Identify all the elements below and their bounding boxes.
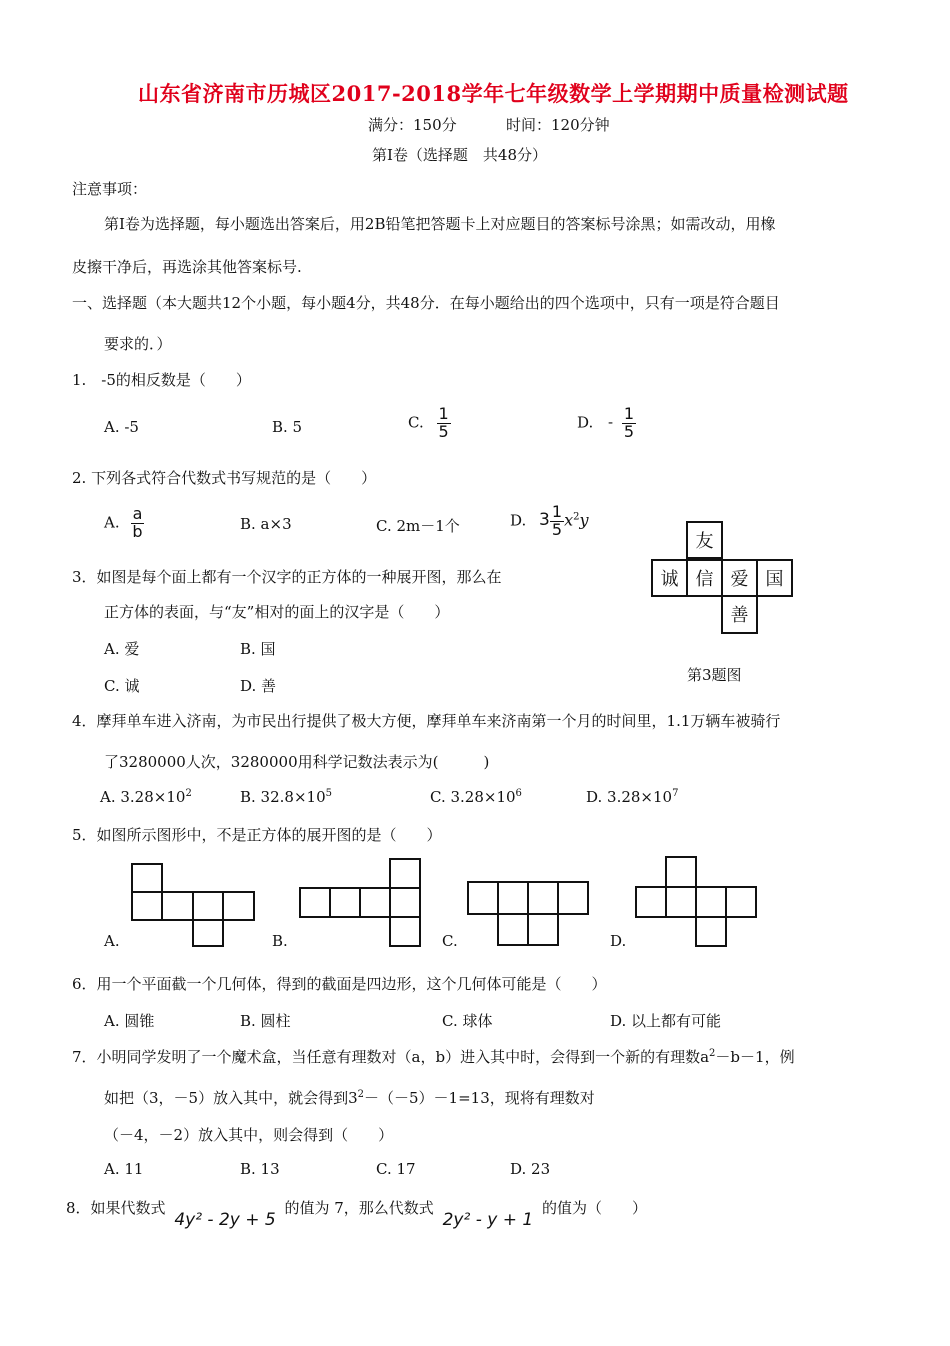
q5-net-figure-d — [634, 855, 759, 949]
q7-stem-line3: （－4，－2）放入其中，则会得到（ ） — [104, 1126, 394, 1144]
q4-b-exponent: 5 — [325, 788, 332, 799]
q1-option-a: A. -5 — [104, 418, 139, 436]
q5-option-b: B. — [272, 932, 288, 950]
notice-text-line2: 皮擦干净后，再选涂其他答案标号. — [72, 258, 302, 276]
q5-net-figure-c — [466, 880, 591, 948]
q5-net-figure-a — [130, 862, 260, 948]
q2-a-denominator: b — [132, 521, 143, 541]
q2-d-exponent: 2 — [573, 511, 580, 523]
q2-option-a-fraction — [130, 506, 144, 541]
q3-stem-line2: 正方体的表面，与“友”相对的面上的汉字是（ ） — [104, 603, 450, 621]
q2-d-y: y — [579, 510, 589, 530]
q2-option-c: C. 2m－1个 — [376, 517, 460, 535]
q8-text-post: 的值为（ ） — [541, 1199, 647, 1217]
net-char-left: 诚 — [660, 569, 679, 590]
q6-option-d: D. 以上都有可能 — [610, 1012, 722, 1030]
q1-option-c-fraction — [437, 406, 451, 441]
q6-option-b: B. 圆柱 — [240, 1012, 291, 1030]
q1-c-numerator: 1 — [438, 404, 449, 423]
q4-stem-line1: 4．摩拜单车进入济南，为市民出行提供了极大方便，摩拜单车来济南第一个月的时间里，1.1万辆车被骑行 — [72, 712, 781, 730]
net-char-right2: 国 — [765, 569, 784, 590]
net-char-center: 信 — [695, 569, 714, 590]
q8-expression-2: 2y² - y + 1 — [442, 1210, 534, 1230]
q1-option-b: B. 5 — [272, 418, 303, 436]
q5-net-figure-b — [298, 857, 423, 949]
notice-heading: 注意事项： — [72, 180, 148, 198]
exam-time: 时间：120分钟 — [506, 116, 610, 134]
q4-a-base: A. 3.28×10 — [100, 788, 186, 806]
q7-line2-exponent: 2 — [357, 1089, 365, 1100]
q1-option-d — [577, 406, 636, 441]
q3-option-c: C. 诚 — [104, 677, 140, 695]
q5-option-a: A. — [104, 932, 120, 950]
q8-stem — [66, 1197, 647, 1230]
q2-option-a — [104, 506, 145, 541]
q8-text-pre: 8．如果代数式 — [66, 1199, 166, 1217]
q4-d-base: D. 3.28×10 — [586, 788, 673, 806]
net-char-right1: 爱 — [730, 569, 749, 590]
q4-c-base: C. 3.28×10 — [430, 788, 516, 806]
q1-stem: 1. -5的相反数是（ ） — [72, 371, 251, 389]
q3-cube-net-figure — [650, 520, 800, 645]
q6-option-c: C. 球体 — [442, 1012, 493, 1030]
q5-option-c: C. — [442, 932, 458, 950]
q2-option-d-label: D. — [510, 511, 527, 530]
q7-line2-text: 如把（3，－5）放入其中，就会得到3 — [104, 1089, 358, 1107]
q1-d-numerator: 1 — [623, 404, 635, 423]
q7-option-b: B. 13 — [240, 1160, 280, 1178]
q2-d-numerator: 1 — [551, 502, 563, 521]
q2-d-denominator: 5 — [551, 519, 563, 539]
q5-stem: 5．如图所示图形中，不是正方体的展开图的是（ ） — [72, 826, 442, 844]
q4-stem-line2: 了3280000人次，3280000用科学记数法表示为( ) — [104, 753, 490, 771]
q4-option-a — [100, 788, 192, 806]
q2-d-whole: 3 — [539, 510, 550, 531]
q6-option-a: A. 圆锥 — [104, 1012, 155, 1030]
q1-option-c — [408, 406, 451, 441]
q7-line2-tail: －（－5）－1=13，现将有理数对 — [364, 1089, 595, 1107]
q1-option-c-label: C. — [408, 413, 424, 432]
q7-option-a: A. 11 — [104, 1160, 144, 1178]
q8-text-mid: 的值为 7，那么代数式 — [284, 1199, 434, 1217]
part-title: 第Ⅰ卷（选择题 共48分） — [372, 146, 548, 164]
net-char-bottom: 善 — [730, 605, 749, 626]
q2-option-b: B. a×3 — [240, 515, 292, 533]
q3-figure-caption: 第3题图 — [687, 666, 742, 684]
q4-b-base: B. 32.8×10 — [240, 788, 326, 806]
q4-option-b — [240, 788, 332, 806]
net-char-top: 友 — [695, 531, 714, 552]
q2-option-a-label: A. — [104, 513, 120, 532]
q3-option-d: D. 善 — [240, 677, 277, 695]
q3-option-b: B. 国 — [240, 640, 276, 658]
section-heading-line2: 要求的．） — [104, 335, 172, 353]
q4-a-exponent: 2 — [185, 788, 192, 799]
q2-option-d — [510, 504, 589, 539]
q2-d-x: x — [564, 510, 574, 530]
q7-option-d: D. 23 — [510, 1160, 551, 1178]
q4-c-exponent: 6 — [515, 788, 522, 799]
notice-text-line1: 第Ⅰ卷为选择题，每小题选出答案后，用2B铅笔把答题卡上对应题目的答案标号涂黑；如需改动，用橡 — [104, 215, 776, 233]
q7-line1-tail: －b－1，例 — [715, 1048, 795, 1066]
q2-option-d-fraction — [550, 504, 564, 539]
section-heading-line1: 一、选择题（本大题共12个小题，每小题4分，共48分．在每小题给出的四个选项中，只有一项是符合题目 — [72, 294, 780, 312]
q7-line1-exponent: 2 — [709, 1048, 716, 1059]
q7-line1-text: 7．小明同学发明了一个魔术盒，当任意有理数对（a，b）进入其中时，会得到一个新的有理数a — [72, 1048, 710, 1066]
q7-option-c: C. 17 — [376, 1160, 416, 1178]
page-title: 山东省济南市历城区2017-2018学年七年级数学上学期期中质量检测试题 — [138, 81, 849, 106]
q3-option-a: A. 爱 — [104, 640, 140, 658]
q7-stem-line1 — [72, 1046, 795, 1067]
q4-option-c — [430, 788, 522, 806]
q2-stem: 2. 下列各式符合代数式书写规范的是（ ） — [72, 469, 377, 487]
q4-option-d — [586, 788, 678, 806]
full-score: 满分：150分 — [368, 116, 457, 134]
q1-option-d-label: D. — [577, 413, 594, 432]
q1-c-denominator: 5 — [438, 421, 449, 441]
q7-stem-line2 — [104, 1087, 595, 1108]
q3-stem-line1: 3．如图是每个面上都有一个汉字的正方体的一种展开图，那么在 — [72, 568, 502, 586]
q1-d-sign: - — [608, 413, 614, 432]
q1-option-d-fraction — [622, 406, 636, 441]
q2-a-numerator: a — [132, 504, 143, 523]
q1-d-denominator: 5 — [623, 421, 635, 441]
q8-expression-1: 4y² - 2y + 5 — [174, 1210, 276, 1230]
q5-option-d: D. — [610, 932, 627, 950]
q4-d-exponent: 7 — [672, 788, 679, 799]
q6-stem: 6．用一个平面截一个几何体，得到的截面是四边形，这个几何体可能是（ ） — [72, 975, 607, 993]
